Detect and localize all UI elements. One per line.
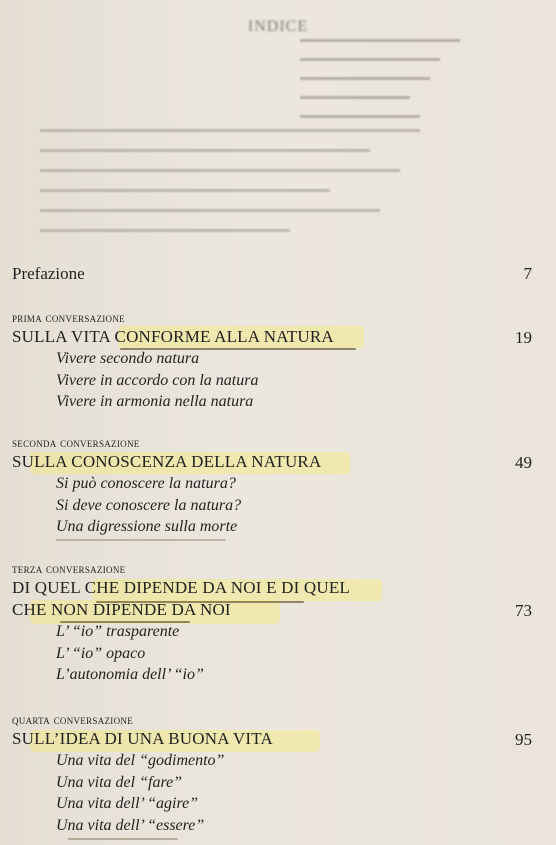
list-item: L’ “io” opaco — [56, 644, 146, 662]
page-number: 49 — [515, 453, 532, 472]
section-label: terza conversazione — [12, 561, 126, 576]
section-title-line-2: CHE NON DIPENDE DA NOI — [12, 600, 231, 619]
pencil-underline — [56, 539, 226, 541]
list-item: Una digressione sulla morte — [56, 518, 238, 535]
page-header: INDICE — [247, 18, 309, 35]
section-items — [56, 621, 532, 686]
section-title: SULLA VITA CONFORME ALLA NATURA — [12, 327, 334, 346]
section-title: DI QUEL CHE DIPENDE DA NOI E DI QUEL — [12, 578, 351, 597]
page-number: 7 — [523, 264, 532, 283]
section-label: prima conversazione — [12, 310, 125, 325]
pencil-underline — [68, 838, 178, 840]
section-label: quarta conversazione — [12, 712, 133, 727]
toc-entry-prefazione — [12, 264, 532, 284]
toc-section-2 — [12, 435, 532, 538]
list-item: Vivere in accordo con la natura — [56, 371, 259, 389]
list-item: Si deve conoscere la natura? — [56, 496, 242, 514]
section-title: SULLA CONOSCENZA DELLA NATURA — [12, 452, 322, 471]
section-title: SULL’IDEA DI UNA BUONA VITA — [12, 729, 273, 748]
list-item: Una vita dell’ “essere” — [56, 816, 205, 834]
list-item: Una vita del “godimento” — [56, 752, 225, 769]
toc-section-3 — [12, 561, 532, 686]
page-number: 95 — [515, 730, 532, 749]
show-through-text: ▬▬▬▬▬▬▬▬▬▬▬▬▬▬▬▬ ▬▬▬▬▬▬▬▬▬▬▬▬▬▬ ▬▬▬▬▬▬▬▬▬▬▬▬▬ ▬▬▬▬▬▬▬▬▬▬▬ ▬▬▬▬▬▬▬▬▬▬▬▬ — [300, 34, 460, 121]
section-label: seconda conversazione — [12, 435, 140, 450]
section-items — [56, 348, 532, 413]
list-item: Vivere in armonia nella natura — [56, 393, 254, 410]
list-item: Una vita dell’ “agire” — [56, 795, 199, 812]
list-item: L’ “io” trasparente — [56, 623, 180, 640]
section-items — [56, 750, 532, 836]
list-item: Si può conoscere la natura? — [56, 475, 236, 492]
list-item: Una vita del “fare” — [56, 773, 183, 791]
list-item: L’autonomia dell’ “io” — [56, 666, 204, 683]
section-items — [56, 473, 532, 538]
show-through-text-lower: ▬▬▬▬▬▬▬▬▬▬▬▬▬▬▬▬▬▬▬▬▬▬▬▬▬▬▬▬▬▬▬▬▬▬▬▬▬▬ ▬▬▬▬▬▬▬▬▬▬▬▬▬▬▬▬▬▬▬▬▬▬▬▬▬▬▬▬▬▬▬▬▬ ▬▬▬▬▬▬▬▬▬▬▬▬▬▬▬▬▬▬▬▬▬▬▬▬▬▬▬▬▬▬▬▬▬▬▬▬ ▬▬▬▬▬▬▬▬▬▬▬▬▬▬▬▬▬▬▬▬▬▬▬▬▬▬▬▬▬ ▬▬▬▬▬▬▬▬▬▬▬▬▬▬▬▬▬▬▬▬▬▬▬▬▬▬▬▬▬▬▬▬▬▬ ▬▬▬▬▬▬▬▬▬▬▬▬▬▬▬▬▬▬▬▬▬▬▬▬▬ — [40, 124, 420, 235]
toc-section-1 — [12, 310, 532, 413]
toc-section-4 — [12, 712, 532, 836]
page-number: 73 — [515, 601, 532, 620]
prefazione-label: Prefazione — [12, 264, 85, 283]
list-item: Vivere secondo natura — [56, 350, 200, 367]
page-number: 19 — [515, 328, 532, 347]
